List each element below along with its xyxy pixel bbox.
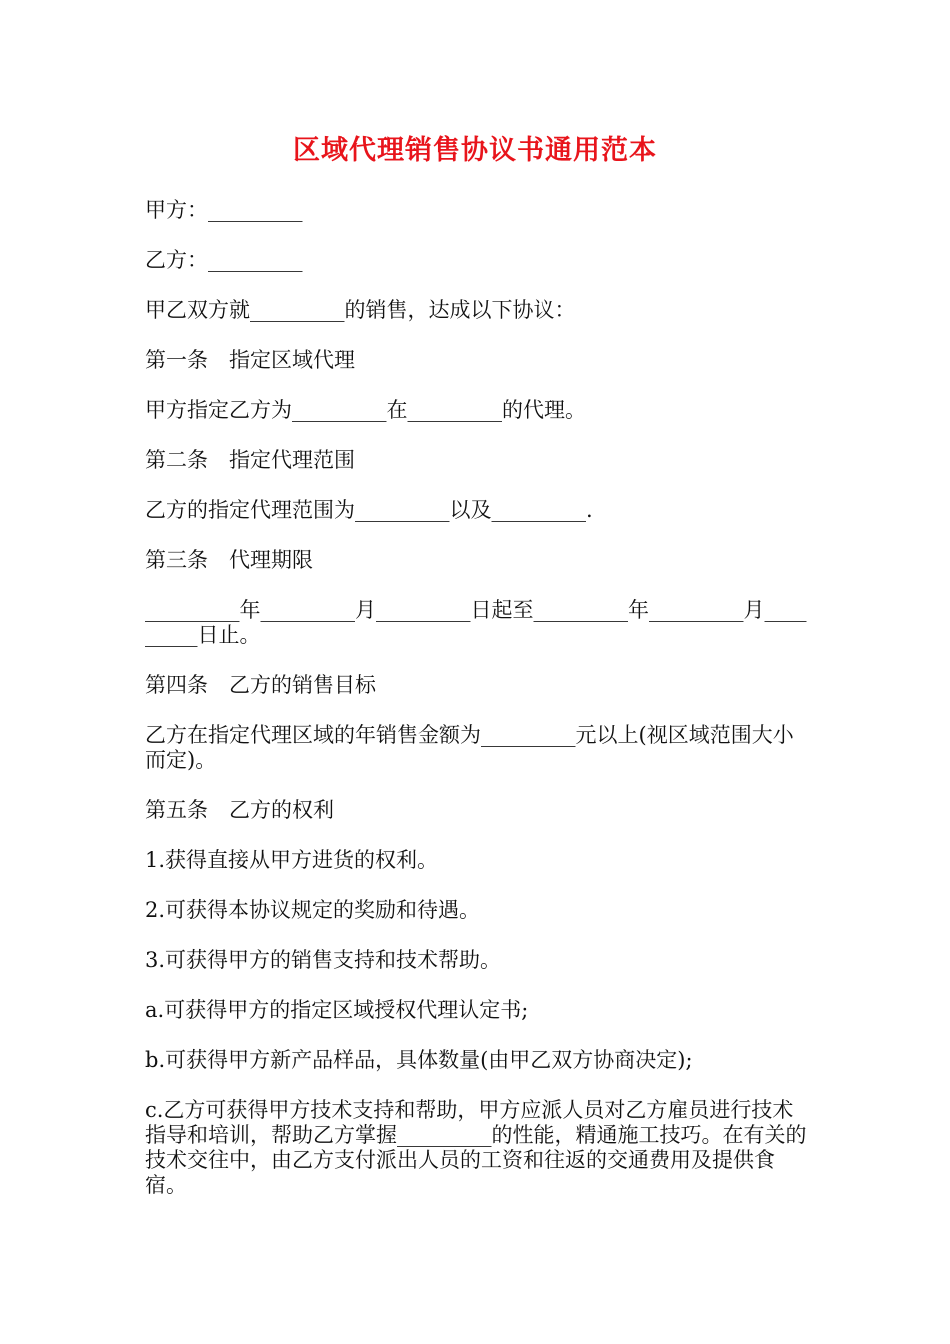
article-heading: 第二条 指定代理范围 xyxy=(145,448,355,472)
agreement-intro: 甲乙双方就_________的销售，达成以下协议： xyxy=(145,298,576,322)
document-title: 区域代理销售协议书通用范本 xyxy=(293,135,657,166)
sub-list-item: a.可获得甲方的指定区域授权代理认定书; xyxy=(145,998,529,1022)
document-body xyxy=(145,198,809,1223)
sub-list-item: b.可获得甲方新产品样品，具体数量(由甲乙双方协商决定); xyxy=(145,1048,693,1072)
article-paragraph: 甲方指定乙方为_________在_________的代理。 xyxy=(145,398,586,422)
list-item: 2.可获得本协议规定的奖励和待遇。 xyxy=(145,898,481,922)
article-heading: 第一条 指定区域代理 xyxy=(145,348,355,372)
article-paragraph: 乙方在指定代理区域的年销售金额为_________元以上(视区域范围大小而定)。 xyxy=(145,723,794,772)
party-b-line: 乙方：_________ xyxy=(145,248,303,272)
article-heading: 第三条 代理期限 xyxy=(145,548,313,572)
list-item: 1.获得直接从甲方进货的权利。 xyxy=(145,848,439,872)
article-paragraph: _________年_________月_________日起至_________年_________月_________日止。 xyxy=(145,598,807,647)
article-heading: 第四条 乙方的销售目标 xyxy=(145,673,376,697)
party-a-line: 甲方：_________ xyxy=(145,198,303,222)
article-paragraph: 乙方的指定代理范围为_________以及_________. xyxy=(145,498,593,522)
list-item: 3.可获得甲方的销售支持和技术帮助。 xyxy=(145,948,502,972)
article-heading: 第五条 乙方的权利 xyxy=(145,798,334,822)
sub-list-item: c.乙方可获得甲方技术支持和帮助，甲方应派人员对乙方雇员进行技术指导和培训，帮助乙方掌握_________的性能，精通施工技巧。在有关的技术交往中，由乙方支付派出人员的工资和往返的交通费用及提供食宿。 xyxy=(145,1098,807,1197)
